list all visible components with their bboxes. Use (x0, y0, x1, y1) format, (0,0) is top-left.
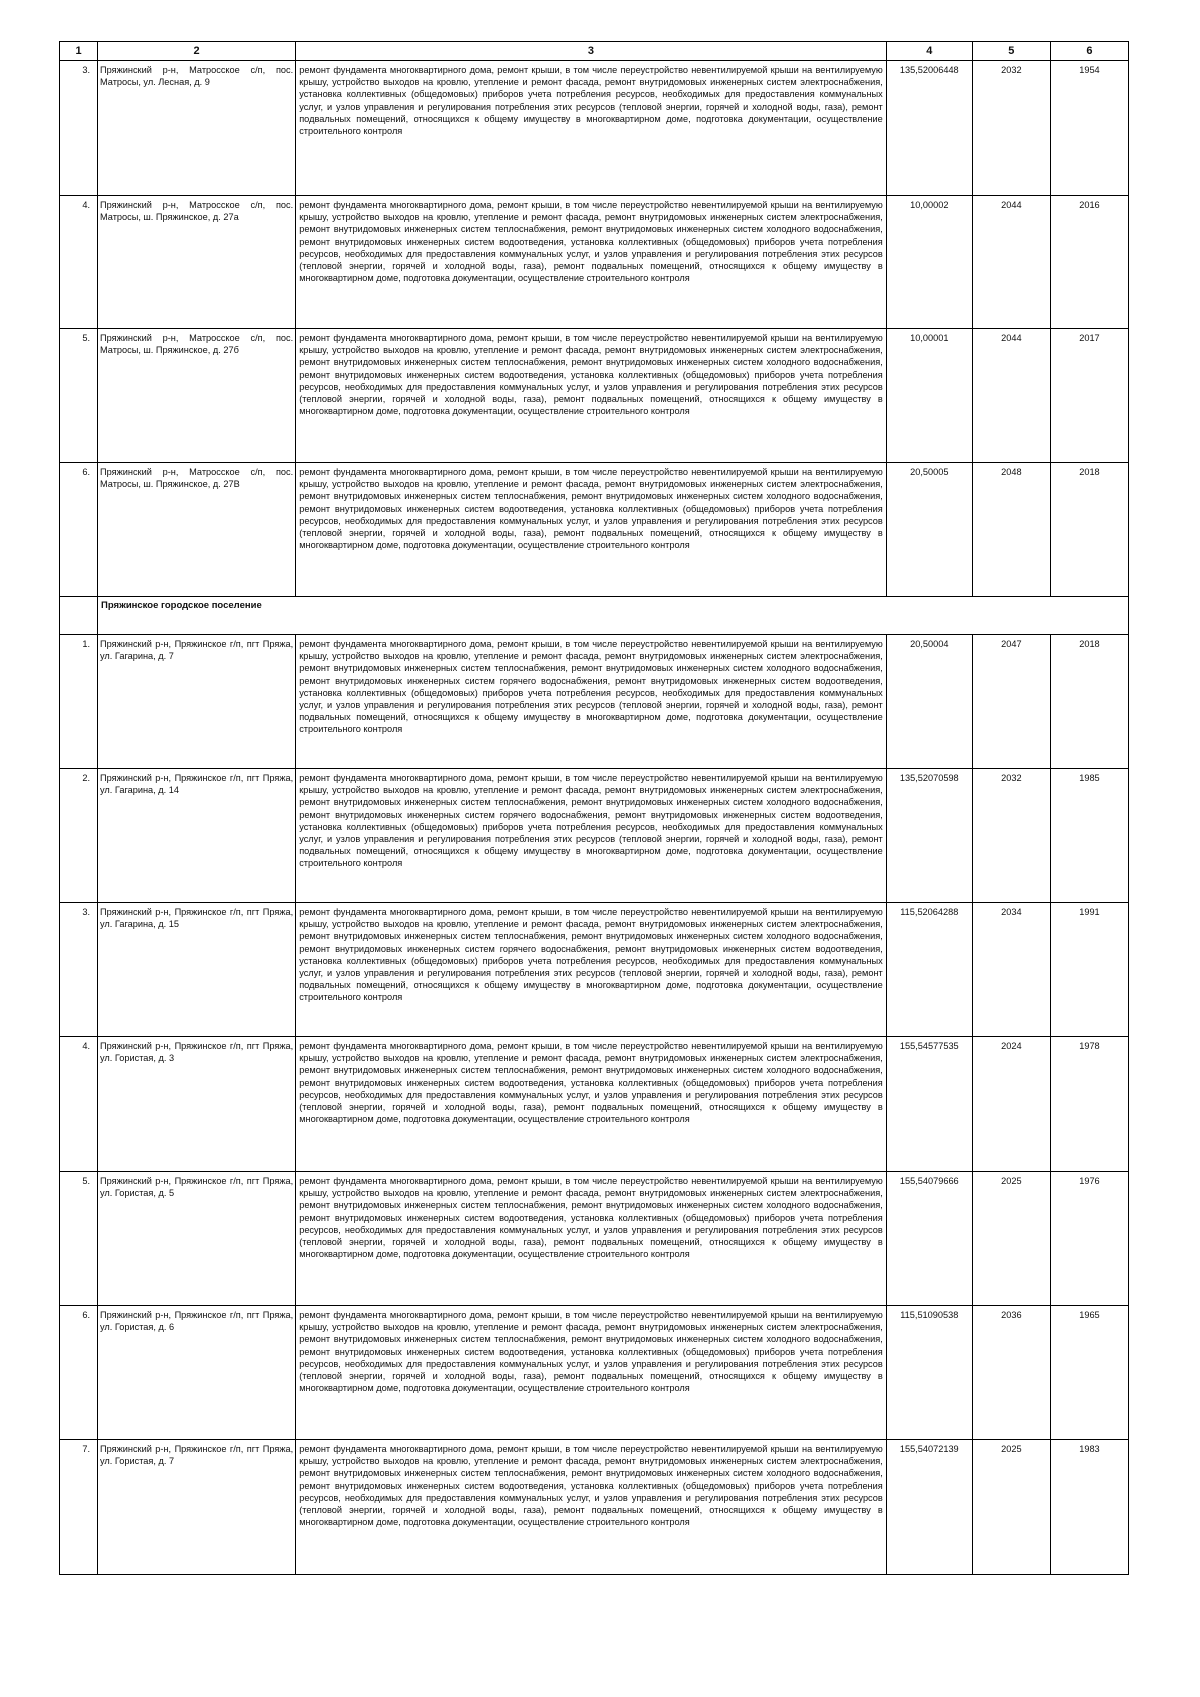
address-cell: Пряжинский р-н, Пряжинское г/п, пгт Пряжа, ул. Гористая, д. 3 (98, 1037, 296, 1172)
table-row (60, 1440, 1129, 1575)
address-cell: Пряжинский р-н, Пряжинское г/п, пгт Пряжа, ул. Гагарина, д. 14 (98, 769, 296, 903)
planned-year-cell: 2036 (972, 1306, 1050, 1440)
address-cell: Пряжинский р-н, Пряжинское г/п, пгт Пряжа, ул. Гагарина, д. 7 (98, 635, 296, 769)
table-row (60, 1306, 1129, 1440)
address-cell: Пряжинский р-н, Пряжинское г/п, пгт Пряжа, ул. Гористая, д. 6 (98, 1306, 296, 1440)
address-cell: Пряжинский р-н, Матросское с/п, пос. Матросы, ул. Лесная, д. 9 (98, 61, 296, 196)
row-number: 1. (60, 635, 98, 769)
row-number: 2. (60, 769, 98, 903)
works-cell: ремонт фундамента многоквартирного дома, ремонт крыши, в том числе переустройство невентилируемой крыши на вентилируемую крышу, устройство выходов на кровлю, утепление и ремонт фасада, ремонт внутридомовых инженерных систем электроснабжения, ремонт внутридомовых инженерных систем теплоснабжения, ремонт внутридомовых инженерных систем холодного водоснабжения, ремонт внутридомовых инженерных систем горячего водоснабжения, ремонт внутридомовых инженерных систем водоотведения, установка коллективных (общедомовых) приборов учета потребления ресурсов, необходимых для предоставления коммунальных услуг, и узлов управления и регулирования потребления этих ресурсов (тепловой энергии, горячей и холодной воды, газа), ремонт подвальных помещений, относящихся к общему имуществу в многоквартирном доме, подготовка документации, осуществление строительного контроля (296, 769, 887, 903)
works-cell: ремонт фундамента многоквартирного дома, ремонт крыши, в том числе переустройство невентилируемой крыши на вентилируемую крышу, устройство выходов на кровлю, утепление и ремонт фасада, ремонт внутридомовых инженерных систем электроснабжения, ремонт внутридомовых инженерных систем теплоснабжения, ремонт внутридомовых инженерных систем холодного водоснабжения, ремонт внутридомовых инженерных систем горячего водоснабжения, ремонт внутридомовых инженерных систем водоотведения, установка коллективных (общедомовых) приборов учета потребления ресурсов, необходимых для предоставления коммунальных услуг, и узлов управления и регулирования потребления этих ресурсов (тепловой энергии, горячей и холодной воды, газа), ремонт подвальных помещений, относящихся к общему имуществу в многоквартирном доме, подготовка документации, осуществление строительного контроля (296, 903, 887, 1037)
row-number: 5. (60, 329, 98, 463)
planned-year-cell: 2032 (972, 769, 1050, 903)
cost-cell: 20,50005 (886, 463, 972, 597)
row-number: 7. (60, 1440, 98, 1575)
works-cell: ремонт фундамента многоквартирного дома, ремонт крыши, в том числе переустройство невентилируемой крыши на вентилируемую крышу, устройство выходов на кровлю, утепление и ремонт фасада, ремонт внутридомовых инженерных систем электроснабжения, ремонт внутридомовых инженерных систем теплоснабжения, ремонт внутридомовых инженерных систем холодного водоснабжения, ремонт внутридомовых инженерных систем водоотведения, установка коллективных (общедомовых) приборов учета потребления ресурсов, необходимых для предоставления коммунальных услуг, и узлов управления и регулирования потребления этих ресурсов (тепловой энергии, горячей и холодной воды, газа), ремонт подвальных помещений, относящихся к общему имуществу в многоквартирном доме, подготовка документации, осуществление строительного контроля (296, 196, 887, 329)
section-row (60, 597, 1129, 635)
planned-year-cell: 2025 (972, 1440, 1050, 1575)
cost-cell: 20,50004 (886, 635, 972, 769)
cost-cell: 155,54079666 (886, 1172, 972, 1306)
build-year-cell: 2016 (1050, 196, 1128, 329)
works-cell: ремонт фундамента многоквартирного дома, ремонт крыши, в том числе переустройство невентилируемой крыши на вентилируемую крышу, устройство выходов на кровлю, утепление и ремонт фасада, ремонт внутридомовых инженерных систем электроснабжения, ремонт внутридомовых инженерных систем теплоснабжения, ремонт внутридомовых инженерных систем холодного водоснабжения, ремонт внутридомовых инженерных систем водоотведения, установка коллективных (общедомовых) приборов учета потребления ресурсов, необходимых для предоставления коммунальных услуг, и узлов управления и регулирования потребления этих ресурсов (тепловой энергии, горячей и холодной воды, газа), ремонт подвальных помещений, относящихся к общему имуществу в многоквартирном доме, подготовка документации, осуществление строительного контроля (296, 329, 887, 463)
table-row (60, 769, 1129, 903)
row-number: 5. (60, 1172, 98, 1306)
planned-year-cell: 2044 (972, 329, 1050, 463)
build-year-cell: 1983 (1050, 1440, 1128, 1575)
works-cell: ремонт фундамента многоквартирного дома, ремонт крыши, в том числе переустройство невентилируемой крыши на вентилируемую крышу, устройство выходов на кровлю, утепление и ремонт фасада, ремонт внутридомовых инженерных систем электроснабжения, ремонт внутридомовых инженерных систем теплоснабжения, ремонт внутридомовых инженерных систем холодного водоснабжения, ремонт внутридомовых инженерных систем водоотведения, установка коллективных (общедомовых) приборов учета потребления ресурсов, необходимых для предоставления коммунальных услуг, и узлов управления и регулирования потребления этих ресурсов (тепловой энергии, горячей и холодной воды, газа), ремонт подвальных помещений, относящихся к общему имуществу в многоквартирном доме, подготовка документации, осуществление строительного контроля (296, 1440, 887, 1575)
row-number: 3. (60, 903, 98, 1037)
column-header: 2 (98, 42, 296, 61)
column-header: 6 (1050, 42, 1128, 61)
table-row (60, 61, 1129, 196)
build-year-cell: 2017 (1050, 329, 1128, 463)
cost-cell: 115,52064288 (886, 903, 972, 1037)
column-header: 3 (296, 42, 887, 61)
section-empty-cell (60, 597, 98, 635)
build-year-cell: 1976 (1050, 1172, 1128, 1306)
row-number: 3. (60, 61, 98, 196)
section-title: Пряжинское городское поселение (98, 597, 1129, 635)
planned-year-cell: 2034 (972, 903, 1050, 1037)
address-cell: Пряжинский р-н, Матросское с/п, пос. Матросы, ш. Пряжинское, д. 27В (98, 463, 296, 597)
cost-cell: 155,54577535 (886, 1037, 972, 1172)
address-cell: Пряжинский р-н, Матросское с/п, пос. Матросы, ш. Пряжинское, д. 27б (98, 329, 296, 463)
build-year-cell: 1991 (1050, 903, 1128, 1037)
address-cell: Пряжинский р-н, Матросское с/п, пос. Матросы, ш. Пряжинское, д. 27а (98, 196, 296, 329)
table-row (60, 635, 1129, 769)
column-header: 5 (972, 42, 1050, 61)
row-number: 6. (60, 463, 98, 597)
works-cell: ремонт фундамента многоквартирного дома, ремонт крыши, в том числе переустройство невентилируемой крыши на вентилируемую крышу, устройство выходов на кровлю, утепление и ремонт фасада, ремонт внутридомовых инженерных систем электроснабжения, ремонт внутридомовых инженерных систем теплоснабжения, ремонт внутридомовых инженерных систем холодного водоснабжения, ремонт внутридомовых инженерных систем водоотведения, установка коллективных (общедомовых) приборов учета потребления ресурсов, необходимых для предоставления коммунальных услуг, и узлов управления и регулирования потребления этих ресурсов (тепловой энергии, горячей и холодной воды, газа), ремонт подвальных помещений, относящихся к общему имуществу в многоквартирном доме, подготовка документации, осуществление строительного контроля (296, 1306, 887, 1440)
table-row (60, 329, 1129, 463)
column-header: 1 (60, 42, 98, 61)
works-cell: ремонт фундамента многоквартирного дома, ремонт крыши, в том числе переустройство невентилируемой крыши на вентилируемую крышу, устройство выходов на кровлю, утепление и ремонт фасада, ремонт внутридомовых инженерных систем электроснабжения, ремонт внутридомовых инженерных систем теплоснабжения, ремонт внутридомовых инженерных систем холодного водоснабжения, ремонт внутридомовых инженерных систем водоотведения, установка коллективных (общедомовых) приборов учета потребления ресурсов, необходимых для предоставления коммунальных услуг, и узлов управления и регулирования потребления этих ресурсов (тепловой энергии, горячей и холодной воды, газа), ремонт подвальных помещений, относящихся к общему имуществу в многоквартирном доме, подготовка документации, осуществление строительного контроля (296, 1037, 887, 1172)
table-row (60, 196, 1129, 329)
works-cell: ремонт фундамента многоквартирного дома, ремонт крыши, в том числе переустройство невентилируемой крыши на вентилируемую крышу, устройство выходов на кровлю, утепление и ремонт фасада, ремонт внутридомовых инженерных систем электроснабжения, установка коллективных (общедомовых) приборов учета потребления ресурсов, необходимых для предоставления коммунальных услуг, и узлов управления и регулирования потребления этих ресурсов (тепловой энергии, горячей и холодной воды, газа), ремонт подвальных помещений, относящихся к общему имуществу в многоквартирном доме, подготовка документации, осуществление строительного контроля (296, 61, 887, 196)
cost-cell: 135,52006448 (886, 61, 972, 196)
works-cell: ремонт фундамента многоквартирного дома, ремонт крыши, в том числе переустройство невентилируемой крыши на вентилируемую крышу, устройство выходов на кровлю, утепление и ремонт фасада, ремонт внутридомовых инженерных систем электроснабжения, ремонт внутридомовых инженерных систем теплоснабжения, ремонт внутридомовых инженерных систем холодного водоснабжения, ремонт внутридомовых инженерных систем горячего водоснабжения, ремонт внутридомовых инженерных систем водоотведения, установка коллективных (общедомовых) приборов учета потребления ресурсов, необходимых для предоставления коммунальных услуг, и узлов управления и регулирования потребления этих ресурсов (тепловой энергии, горячей и холодной воды, газа), ремонт подвальных помещений, относящихся к общему имуществу в многоквартирном доме, подготовка документации, осуществление строительного контроля (296, 635, 887, 769)
build-year-cell: 1954 (1050, 61, 1128, 196)
column-number-header-row (60, 42, 1129, 61)
build-year-cell: 1965 (1050, 1306, 1128, 1440)
address-cell: Пряжинский р-н, Пряжинское г/п, пгт Пряжа, ул. Гагарина, д. 15 (98, 903, 296, 1037)
cost-cell: 10,00002 (886, 196, 972, 329)
build-year-cell: 2018 (1050, 463, 1128, 597)
address-cell: Пряжинский р-н, Пряжинское г/п, пгт Пряжа, ул. Гористая, д. 7 (98, 1440, 296, 1575)
works-cell: ремонт фундамента многоквартирного дома, ремонт крыши, в том числе переустройство невентилируемой крыши на вентилируемую крышу, устройство выходов на кровлю, утепление и ремонт фасада, ремонт внутридомовых инженерных систем электроснабжения, ремонт внутридомовых инженерных систем теплоснабжения, ремонт внутридомовых инженерных систем холодного водоснабжения, ремонт внутридомовых инженерных систем водоотведения, установка коллективных (общедомовых) приборов учета потребления ресурсов, необходимых для предоставления коммунальных услуг, и узлов управления и регулирования потребления этих ресурсов (тепловой энергии, горячей и холодной воды, газа), ремонт подвальных помещений, относящихся к общему имуществу в многоквартирном доме, подготовка документации, осуществление строительного контроля (296, 463, 887, 597)
table-row (60, 1172, 1129, 1306)
build-year-cell: 2018 (1050, 635, 1128, 769)
build-year-cell: 1985 (1050, 769, 1128, 903)
planned-year-cell: 2048 (972, 463, 1050, 597)
works-cell: ремонт фундамента многоквартирного дома, ремонт крыши, в том числе переустройство невентилируемой крыши на вентилируемую крышу, устройство выходов на кровлю, утепление и ремонт фасада, ремонт внутридомовых инженерных систем электроснабжения, ремонт внутридомовых инженерных систем теплоснабжения, ремонт внутридомовых инженерных систем холодного водоснабжения, ремонт внутридомовых инженерных систем водоотведения, установка коллективных (общедомовых) приборов учета потребления ресурсов, необходимых для предоставления коммунальных услуг, и узлов управления и регулирования потребления этих ресурсов (тепловой энергии, горячей и холодной воды, газа), ремонт подвальных помещений, относящихся к общему имуществу в многоквартирном доме, подготовка документации, осуществление строительного контроля (296, 1172, 887, 1306)
table-row (60, 1037, 1129, 1172)
planned-year-cell: 2025 (972, 1172, 1050, 1306)
build-year-cell: 1978 (1050, 1037, 1128, 1172)
address-cell: Пряжинский р-н, Пряжинское г/п, пгт Пряжа, ул. Гористая, д. 5 (98, 1172, 296, 1306)
row-number: 4. (60, 1037, 98, 1172)
row-number: 4. (60, 196, 98, 329)
cost-cell: 115,51090538 (886, 1306, 972, 1440)
cost-cell: 10,00001 (886, 329, 972, 463)
table-row (60, 903, 1129, 1037)
planned-year-cell: 2047 (972, 635, 1050, 769)
column-header: 4 (886, 42, 972, 61)
planned-year-cell: 2044 (972, 196, 1050, 329)
cost-cell: 135,52070598 (886, 769, 972, 903)
row-number: 6. (60, 1306, 98, 1440)
repair-program-table (59, 41, 1129, 1575)
planned-year-cell: 2032 (972, 61, 1050, 196)
table-row (60, 463, 1129, 597)
cost-cell: 155,54072139 (886, 1440, 972, 1575)
planned-year-cell: 2024 (972, 1037, 1050, 1172)
